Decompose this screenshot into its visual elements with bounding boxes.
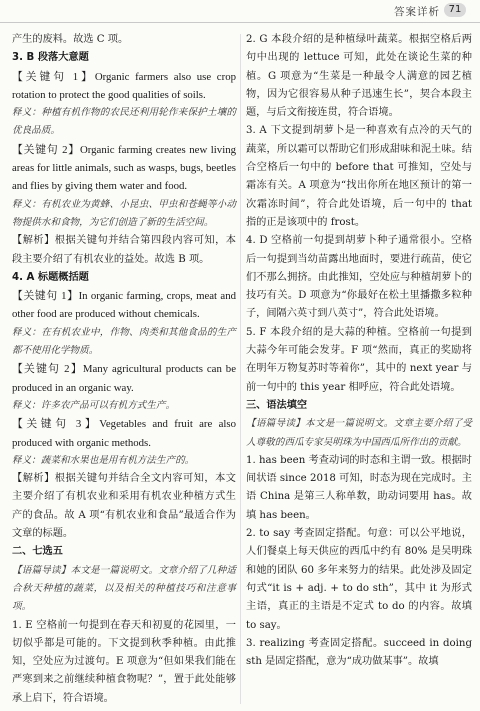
column-divider — [240, 34, 241, 704]
answer-heading: 4. A 标题概括题 — [12, 271, 89, 283]
translation: 释义：蔬菜和水果也是用有机方法生产的。 — [12, 454, 195, 466]
right-column — [246, 31, 472, 671]
answer-explanation: 1. E 空格前一句提到在春天和初夏的花园里，一切似乎都是可能的。下文提到秋季种植。由此推知，空处应为过渡句。E 项意为“但如果我们能在严寒到来之前继续种植食物呢？”，置于此处能够承上启下，符合语境。 — [12, 619, 236, 704]
answer-explanation: 3. A 下文提到胡萝卜是一种喜欢有点冷的天气的蔬菜，所以霜可以帮助它们形成甜味和泥土味。结合空格后一句中的 before that 可推知，空处与霜冻有关。A 项意为“找出你所在地区预计的第一次霜冻时间”，符合此处语境，后一句中的 that 指的正是该项中的 frost。 — [246, 125, 472, 228]
paragraph: 产生的废料。故选 C 项。 — [12, 34, 129, 45]
answer-explanation: 3. realizing 考查固定搭配。succeed in doing sth 是固定搭配，意为“成功做某事”。故填 — [246, 637, 472, 668]
passage-guide: 【语篇导读】本文是一篇说明文。文章介绍了几种适合秋天种植的蔬菜，以及相关的种植技巧和注意事项。 — [12, 564, 236, 613]
analysis: 【解析】根据关键句并结合全文内容可知，本文主要介绍了有机农业和采用有机农业种植方式生产的食品。故 A 项“有机农业和食品”最适合作为文章的标题。 — [12, 473, 236, 540]
key-sentence: 【关键句 3】Vegetables and fruit are also produced with organic methods. — [12, 418, 236, 449]
header-title: 答案详析 — [394, 6, 440, 18]
left-column — [12, 31, 236, 708]
section-heading: 二、七选五 — [12, 546, 63, 558]
translation: 释义：许多农产品可以有机方式生产。 — [12, 399, 176, 411]
answer-explanation: 2. to say 考查固定搭配。句意：可以公平地说，人们餐桌上每天供应的西瓜中约有 80% 是吴明珠和她的团队 60 多年来努力的结果。此处涉及固定句式“it is + adj. + to do sth”，其中 it 为形式主语，真正的主语是不定式 to do 的内容。故填 to say。 — [246, 528, 472, 631]
key-sentence: 【关键句 2】Many agricultural products can be produced in an organic way. — [12, 363, 236, 394]
key-sentence: 【关键句 1】Organic farmers also use crop rotation to protect the good qualities of soils. — [12, 70, 236, 101]
analysis: 【解析】根据关键句并结合第四段内容可知，本段主要介绍了有机农业的益处。故选 B 项。 — [12, 235, 236, 265]
passage-guide: 【语篇导读】本文是一篇说明文。文章主要介绍了受人尊敬的西瓜专家吴明珠为中国西瓜所作出的贡献。 — [246, 418, 472, 448]
translation: 释义：在有机农业中，作物、肉类和其他食品的生产都不使用化学物质。 — [12, 326, 236, 357]
answer-heading: 3. B 段落大意题 — [12, 52, 89, 64]
section-heading: 三、语法填空 — [246, 399, 308, 411]
translation: 释义：有机农业为黄蜂、小昆虫、甲虫和苍蝇等小动物提供水和食物，为它们创造了新的生活空间。 — [12, 198, 236, 228]
answer-explanation: 1. has been 考查动词的时态和主谓一致。根据时间状语 since 2018 可知，时态为现在完成时。主语 China 是第三人称单数，助动词要用 has。故填 has been。 — [246, 454, 472, 521]
page-header — [0, 0, 480, 23]
answer-explanation: 2. G 本段介绍的是种植绿叶蔬菜。根据空格后两句中出现的 lettuce 可知，此处在谈论生菜的种植。G 项意为“生菜是一种最令人满意的园艺植物，因为它很容易从种子迅速生长”，契合本段主题，与后文衔接连贯，符合语境。 — [246, 34, 472, 119]
key-sentence: 【关键句 2】Organic farming creates new living areas for little animals, such as wasps, bugs, beetles and flies by giving them water and food. — [12, 143, 236, 193]
answer-explanation: 4. D 空格前一句提到胡萝卜种子通常很小。空格后一句提到当幼苗露出地面时，要进行疏苗，使它们不那么拥挤。由此推知，空处应与种植胡萝卜的技巧有关。D 项意为“你最好在松土里播撒多粒种子，间隔六英寸到八英寸”，符合此处语境。 — [246, 235, 472, 320]
page-number-badge: 71 — [444, 3, 466, 17]
key-sentence: 【关键句 1】In organic farming, crops, meat and other food are produced without chemicals. — [12, 290, 236, 321]
answer-explanation: 5. F 本段介绍的是大蒜的种植。空格前一句提到大蒜今年可能会发芽。F 项“然而，真正的奖励将在明年万物复苏时等着你”，其中的 next year 与前一句中的 this year 相呼应，符合此处语境。 — [246, 326, 472, 393]
translation: 释义：种植有机作物的农民还利用轮作来保护土壤的优良品质。 — [12, 107, 236, 137]
